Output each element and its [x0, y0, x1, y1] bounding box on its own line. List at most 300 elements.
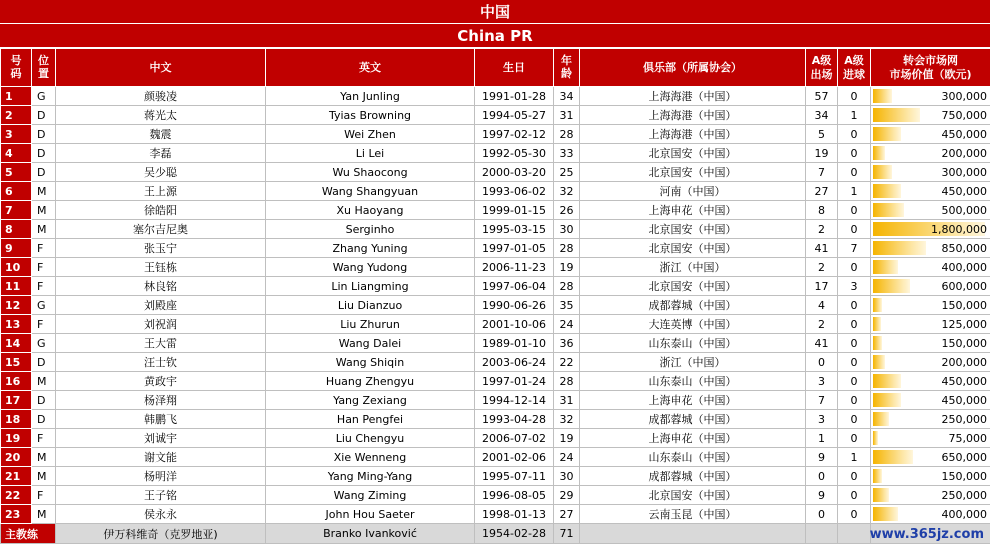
player-position: D [32, 125, 56, 144]
player-club: 成都蓉城（中国） [580, 467, 806, 486]
player-number: 23 [1, 505, 32, 524]
player-market-value [871, 239, 990, 258]
table-row [1, 296, 990, 315]
player-position: G [32, 87, 56, 106]
player-caps: 17 [806, 277, 838, 296]
market-value-text: 1,800,000 [931, 222, 987, 236]
player-goals: 7 [838, 239, 871, 258]
player-english-name: Yan Junling [266, 87, 475, 106]
player-caps: 8 [806, 201, 838, 220]
player-number: 9 [1, 239, 32, 258]
player-birthdate: 1997-02-12 [475, 125, 554, 144]
player-goals: 0 [838, 429, 871, 448]
player-english-name: Wang Yudong [266, 258, 475, 277]
market-value-text: 250,000 [941, 488, 987, 502]
player-market-value [871, 505, 990, 524]
player-english-name: Wei Zhen [266, 125, 475, 144]
market-value-bar [873, 393, 901, 407]
player-caps: 3 [806, 410, 838, 429]
market-value-bar [873, 431, 878, 445]
market-value-bar [873, 317, 881, 331]
player-position: D [32, 163, 56, 182]
player-age: 27 [554, 505, 580, 524]
coach-age: 71 [554, 524, 580, 544]
player-birthdate: 1992-05-30 [475, 144, 554, 163]
player-number: 12 [1, 296, 32, 315]
player-goals: 0 [838, 87, 871, 106]
player-chinese-name: 塞尔吉尼奥 [56, 220, 266, 239]
market-value-bar [873, 374, 901, 388]
market-value-text: 75,000 [948, 431, 987, 445]
player-caps: 27 [806, 182, 838, 201]
player-number: 15 [1, 353, 32, 372]
player-age: 26 [554, 201, 580, 220]
player-position: D [32, 391, 56, 410]
player-birthdate: 2001-02-06 [475, 448, 554, 467]
player-goals: 0 [838, 296, 871, 315]
player-english-name: John Hou Saeter [266, 505, 475, 524]
player-position: M [32, 505, 56, 524]
player-chinese-name: 汪士钦 [56, 353, 266, 372]
player-caps: 9 [806, 486, 838, 505]
player-age: 25 [554, 163, 580, 182]
player-goals: 0 [838, 144, 871, 163]
player-age: 24 [554, 315, 580, 334]
player-goals: 0 [838, 334, 871, 353]
player-market-value [871, 334, 990, 353]
player-position: D [32, 144, 56, 163]
player-goals: 0 [838, 315, 871, 334]
header-age: 年龄 [554, 49, 580, 87]
player-birthdate: 1997-01-05 [475, 239, 554, 258]
player-caps: 5 [806, 125, 838, 144]
player-english-name: Wang Shiqin [266, 353, 475, 372]
player-birthdate: 2003-06-24 [475, 353, 554, 372]
player-chinese-name: 杨泽翔 [56, 391, 266, 410]
market-value-text: 500,000 [941, 203, 987, 217]
player-position: F [32, 315, 56, 334]
player-birthdate: 1994-12-14 [475, 391, 554, 410]
player-club: 山东泰山（中国） [580, 448, 806, 467]
player-birthdate: 1998-01-13 [475, 505, 554, 524]
player-club: 山东泰山（中国） [580, 372, 806, 391]
table-row [1, 353, 990, 372]
coach-empty-club [580, 524, 806, 544]
player-number: 13 [1, 315, 32, 334]
table-row [1, 239, 990, 258]
player-english-name: Han Pengfei [266, 410, 475, 429]
player-market-value [871, 410, 990, 429]
header-birthdate: 生日 [475, 49, 554, 87]
player-club: 上海申花（中国） [580, 429, 806, 448]
player-chinese-name: 刘殿座 [56, 296, 266, 315]
player-position: F [32, 429, 56, 448]
player-birthdate: 1994-05-27 [475, 106, 554, 125]
market-value-bar [873, 203, 904, 217]
player-market-value [871, 220, 990, 239]
table-row [1, 429, 990, 448]
market-value-bar [873, 165, 892, 179]
header-caps: A级出场 [806, 49, 838, 87]
player-birthdate: 2001-10-06 [475, 315, 554, 334]
player-position: D [32, 353, 56, 372]
coach-row [1, 524, 990, 544]
player-number: 1 [1, 87, 32, 106]
market-value-bar [873, 89, 892, 103]
player-english-name: Yang Zexiang [266, 391, 475, 410]
player-goals: 1 [838, 448, 871, 467]
player-birthdate: 2006-11-23 [475, 258, 554, 277]
table-row [1, 486, 990, 505]
table-row [1, 315, 990, 334]
player-caps: 9 [806, 448, 838, 467]
player-chinese-name: 吴少聪 [56, 163, 266, 182]
player-birthdate: 1997-01-24 [475, 372, 554, 391]
market-value-bar [873, 298, 882, 312]
header-club: 俱乐部（所属协会） [580, 49, 806, 87]
player-market-value [871, 182, 990, 201]
player-number: 7 [1, 201, 32, 220]
player-number: 22 [1, 486, 32, 505]
player-age: 35 [554, 296, 580, 315]
player-market-value [871, 486, 990, 505]
player-number: 17 [1, 391, 32, 410]
site-watermark: www.365jz.com [869, 527, 984, 542]
player-position: M [32, 220, 56, 239]
player-english-name: Lin Liangming [266, 277, 475, 296]
roster-body [1, 87, 990, 524]
player-club: 山东泰山（中国） [580, 334, 806, 353]
player-caps: 1 [806, 429, 838, 448]
player-chinese-name: 侯永永 [56, 505, 266, 524]
player-age: 31 [554, 391, 580, 410]
player-club: 河南（中国） [580, 182, 806, 201]
player-caps: 2 [806, 258, 838, 277]
market-value-text: 600,000 [941, 279, 987, 293]
player-age: 19 [554, 258, 580, 277]
player-position: F [32, 277, 56, 296]
market-value-bar [873, 355, 885, 369]
market-value-text: 125,000 [941, 317, 987, 331]
player-age: 32 [554, 410, 580, 429]
table-row [1, 467, 990, 486]
player-chinese-name: 王钰栋 [56, 258, 266, 277]
player-chinese-name: 徐皓阳 [56, 201, 266, 220]
player-number: 20 [1, 448, 32, 467]
player-caps: 4 [806, 296, 838, 315]
player-english-name: Xie Wenneng [266, 448, 475, 467]
player-number: 10 [1, 258, 32, 277]
player-english-name: Wang Ziming [266, 486, 475, 505]
player-club: 成都蓉城（中国） [580, 410, 806, 429]
market-value-bar [873, 108, 920, 122]
market-value-bar [873, 260, 898, 274]
market-value-text: 400,000 [941, 260, 987, 274]
player-chinese-name: 张玉宁 [56, 239, 266, 258]
player-chinese-name: 李磊 [56, 144, 266, 163]
player-chinese-name: 刘祝润 [56, 315, 266, 334]
player-goals: 0 [838, 163, 871, 182]
player-age: 22 [554, 353, 580, 372]
market-value-text: 400,000 [941, 507, 987, 521]
player-club: 上海海港（中国） [580, 87, 806, 106]
coach-empty-caps [806, 524, 838, 544]
player-age: 28 [554, 372, 580, 391]
header-number: 号码 [1, 49, 32, 87]
player-english-name: Liu Dianzuo [266, 296, 475, 315]
player-chinese-name: 林良铭 [56, 277, 266, 296]
header-chinese-name: 中文 [56, 49, 266, 87]
player-english-name: Yang Ming-Yang [266, 467, 475, 486]
player-number: 19 [1, 429, 32, 448]
market-value-bar [873, 184, 901, 198]
player-number: 6 [1, 182, 32, 201]
player-chinese-name: 王上源 [56, 182, 266, 201]
market-value-bar [873, 488, 889, 502]
market-value-bar [873, 336, 882, 350]
header-market-value-line1: 转会市场网 [903, 53, 958, 67]
player-english-name: Li Lei [266, 144, 475, 163]
market-value-bar [873, 146, 885, 160]
player-club: 上海海港（中国） [580, 125, 806, 144]
market-value-bar [873, 450, 913, 464]
player-age: 30 [554, 467, 580, 486]
player-goals: 0 [838, 505, 871, 524]
player-number: 2 [1, 106, 32, 125]
player-english-name: Zhang Yuning [266, 239, 475, 258]
sheet-subtitle: China PR [0, 24, 990, 48]
player-birthdate: 1995-07-11 [475, 467, 554, 486]
player-birthdate: 1990-06-26 [475, 296, 554, 315]
player-chinese-name: 蒋光太 [56, 106, 266, 125]
header-market-value [871, 49, 990, 87]
player-birthdate: 1997-06-04 [475, 277, 554, 296]
header-english-name: 英文 [266, 49, 475, 87]
player-age: 28 [554, 277, 580, 296]
player-goals: 0 [838, 201, 871, 220]
player-caps: 41 [806, 239, 838, 258]
player-age: 28 [554, 125, 580, 144]
market-value-text: 450,000 [941, 184, 987, 198]
player-market-value [871, 87, 990, 106]
table-row [1, 125, 990, 144]
table-row [1, 448, 990, 467]
player-club: 北京国安（中国） [580, 144, 806, 163]
player-market-value [871, 201, 990, 220]
player-age: 32 [554, 182, 580, 201]
player-market-value [871, 144, 990, 163]
market-value-bar [873, 507, 898, 521]
player-birthdate: 1991-01-28 [475, 87, 554, 106]
coach-chinese-name: 伊万科维奇（克罗地亚) [56, 524, 266, 544]
market-value-bar [873, 469, 882, 483]
player-birthdate: 2000-03-20 [475, 163, 554, 182]
player-number: 3 [1, 125, 32, 144]
player-number: 5 [1, 163, 32, 182]
market-value-text: 300,000 [941, 89, 987, 103]
table-row [1, 391, 990, 410]
player-age: 30 [554, 220, 580, 239]
player-chinese-name: 王子铭 [56, 486, 266, 505]
market-value-text: 200,000 [941, 355, 987, 369]
player-chinese-name: 魏震 [56, 125, 266, 144]
market-value-text: 300,000 [941, 165, 987, 179]
player-club: 北京国安（中国） [580, 277, 806, 296]
market-value-text: 850,000 [941, 241, 987, 255]
player-english-name: Tyias Browning [266, 106, 475, 125]
player-age: 24 [554, 448, 580, 467]
player-age: 19 [554, 429, 580, 448]
player-caps: 41 [806, 334, 838, 353]
market-value-text: 150,000 [941, 469, 987, 483]
player-caps: 7 [806, 163, 838, 182]
table-row [1, 87, 990, 106]
player-club: 浙江（中国） [580, 353, 806, 372]
player-chinese-name: 刘诚宇 [56, 429, 266, 448]
player-club: 北京国安（中国） [580, 220, 806, 239]
player-number: 11 [1, 277, 32, 296]
player-birthdate: 1999-01-15 [475, 201, 554, 220]
player-market-value [871, 448, 990, 467]
player-goals: 3 [838, 277, 871, 296]
player-caps: 0 [806, 353, 838, 372]
table-row [1, 220, 990, 239]
market-value-bar [873, 412, 889, 426]
player-caps: 19 [806, 144, 838, 163]
player-position: F [32, 239, 56, 258]
player-position: D [32, 410, 56, 429]
player-caps: 2 [806, 220, 838, 239]
player-goals: 0 [838, 486, 871, 505]
market-value-text: 200,000 [941, 146, 987, 160]
player-market-value [871, 163, 990, 182]
player-goals: 0 [838, 410, 871, 429]
player-club: 成都蓉城（中国） [580, 296, 806, 315]
player-birthdate: 1993-06-02 [475, 182, 554, 201]
header-market-value-line2: 市场价值（欧元) [889, 67, 972, 81]
player-age: 31 [554, 106, 580, 125]
player-caps: 57 [806, 87, 838, 106]
market-value-text: 450,000 [941, 374, 987, 388]
player-club: 北京国安（中国） [580, 163, 806, 182]
player-club: 上海申花（中国） [580, 201, 806, 220]
player-chinese-name: 杨明洋 [56, 467, 266, 486]
player-market-value [871, 106, 990, 125]
player-goals: 0 [838, 391, 871, 410]
table-row [1, 410, 990, 429]
table-row [1, 163, 990, 182]
player-age: 36 [554, 334, 580, 353]
player-english-name: Xu Haoyang [266, 201, 475, 220]
player-english-name: Wang Shangyuan [266, 182, 475, 201]
player-goals: 1 [838, 182, 871, 201]
player-english-name: Wang Dalei [266, 334, 475, 353]
player-club: 北京国安（中国） [580, 239, 806, 258]
player-market-value [871, 467, 990, 486]
player-market-value [871, 353, 990, 372]
player-birthdate: 1995-03-15 [475, 220, 554, 239]
market-value-bar [873, 241, 926, 255]
roster-table [0, 48, 990, 544]
player-birthdate: 1993-04-28 [475, 410, 554, 429]
player-birthdate: 1989-01-10 [475, 334, 554, 353]
player-position: F [32, 486, 56, 505]
player-position: M [32, 448, 56, 467]
player-goals: 0 [838, 125, 871, 144]
player-goals: 0 [838, 258, 871, 277]
coach-birthdate: 1954-02-28 [475, 524, 554, 544]
player-english-name: Liu Chengyu [266, 429, 475, 448]
player-goals: 1 [838, 106, 871, 125]
player-market-value [871, 429, 990, 448]
player-market-value [871, 372, 990, 391]
player-birthdate: 2006-07-02 [475, 429, 554, 448]
player-market-value [871, 296, 990, 315]
player-position: M [32, 201, 56, 220]
market-value-text: 250,000 [941, 412, 987, 426]
player-club: 大连英博（中国） [580, 315, 806, 334]
player-number: 21 [1, 467, 32, 486]
market-value-text: 450,000 [941, 393, 987, 407]
market-value-text: 150,000 [941, 298, 987, 312]
sheet-title: 中国 [0, 0, 990, 24]
market-value-text: 450,000 [941, 127, 987, 141]
table-row [1, 201, 990, 220]
player-english-name: Serginho [266, 220, 475, 239]
market-value-text: 750,000 [941, 108, 987, 122]
player-market-value [871, 125, 990, 144]
player-position: M [32, 182, 56, 201]
player-club: 云南玉昆（中国） [580, 505, 806, 524]
player-goals: 0 [838, 467, 871, 486]
player-market-value [871, 315, 990, 334]
player-position: D [32, 106, 56, 125]
market-value-text: 650,000 [941, 450, 987, 464]
player-birthdate: 1996-08-05 [475, 486, 554, 505]
table-row [1, 372, 990, 391]
player-goals: 0 [838, 372, 871, 391]
player-club: 浙江（中国） [580, 258, 806, 277]
table-row [1, 334, 990, 353]
player-position: F [32, 258, 56, 277]
player-age: 34 [554, 87, 580, 106]
player-number: 18 [1, 410, 32, 429]
player-caps: 3 [806, 372, 838, 391]
player-club: 北京国安（中国） [580, 486, 806, 505]
player-goals: 0 [838, 353, 871, 372]
player-caps: 0 [806, 505, 838, 524]
market-value-text: 150,000 [941, 336, 987, 350]
player-chinese-name: 韩鹏飞 [56, 410, 266, 429]
player-caps: 34 [806, 106, 838, 125]
header-position: 位置 [32, 49, 56, 87]
player-number: 16 [1, 372, 32, 391]
coach-english-name: Branko Ivanković [266, 524, 475, 544]
player-chinese-name: 黄政宇 [56, 372, 266, 391]
player-english-name: Wu Shaocong [266, 163, 475, 182]
player-number: 14 [1, 334, 32, 353]
player-english-name: Liu Zhurun [266, 315, 475, 334]
player-age: 33 [554, 144, 580, 163]
market-value-bar [873, 127, 901, 141]
player-caps: 2 [806, 315, 838, 334]
player-position: G [32, 334, 56, 353]
table-row [1, 106, 990, 125]
player-age: 28 [554, 239, 580, 258]
player-market-value [871, 258, 990, 277]
table-row [1, 258, 990, 277]
table-row [1, 144, 990, 163]
